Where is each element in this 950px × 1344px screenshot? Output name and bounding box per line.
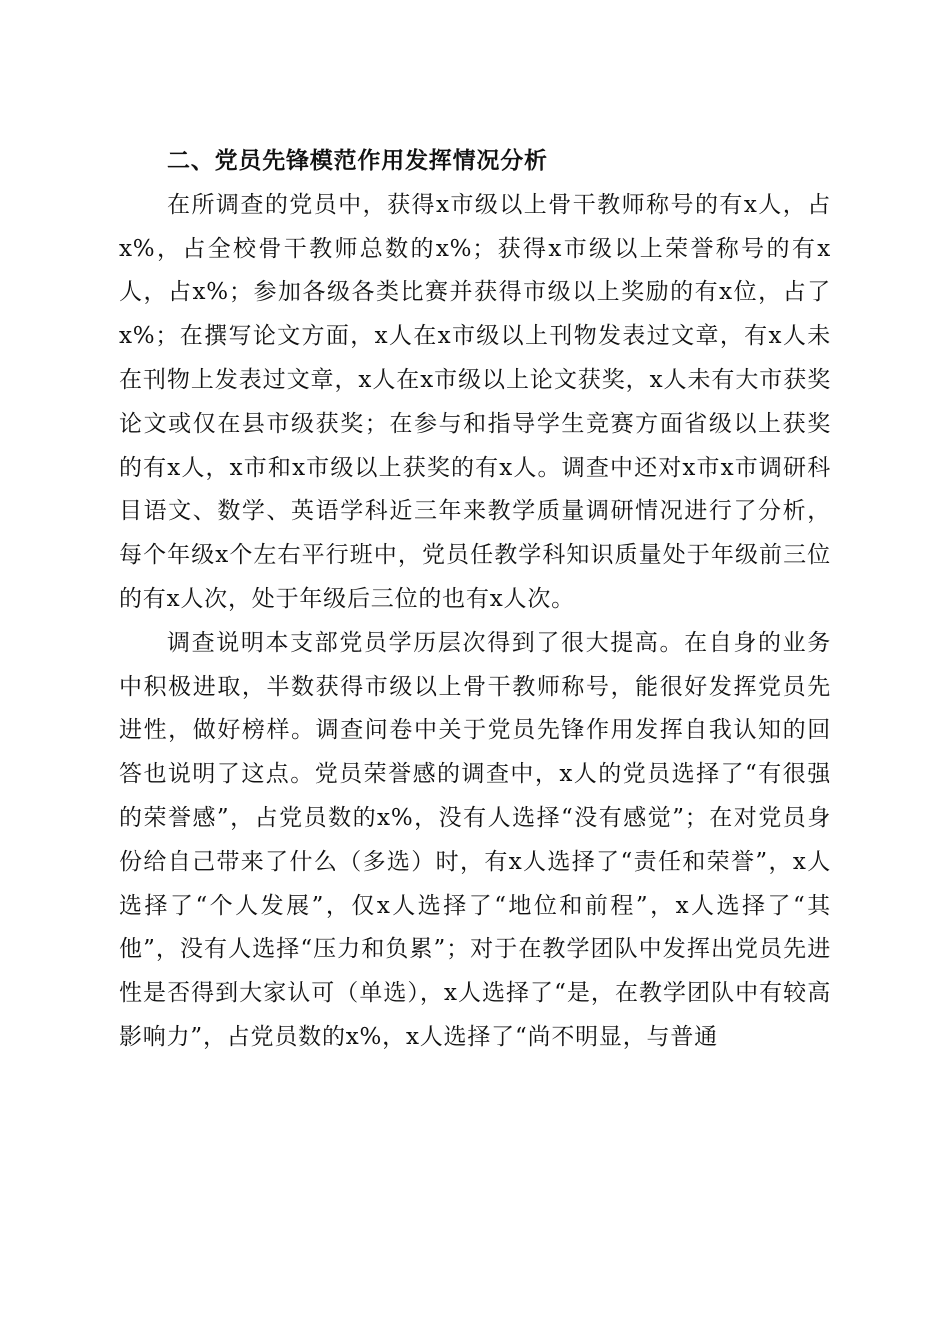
document-body: [119, 140, 831, 1060]
paragraph-survey-results: 在所调查的党员中，获得x市级以上骨干教师称号的有x人，占x%，占全校骨干教师总数的x%；获得x市级以上荣誉称号的有x人，占x%；参加各级各类比赛并获得市级以上奖励的有x位，占了x%；在撰写论文方面，x人在x市级以上刊物发表过文章，有x人未在刊物上发表过文章，x人在x市级以上论文获奖，x人未有大市获奖论文或仅在县市级获奖；在参与和指导学生竞赛方面省级以上获奖的有x人，x市和x市级以上获奖的有x人。调查中还对x市x市调研科目语文、数学、英语学科近三年来教学质量调研情况进行了分析，每个年级x个左右平行班中，党员任教学科知识质量处于年级前三位的有x人次，处于年级后三位的也有x人次。: [119, 191, 831, 612]
section-heading: 二、党员先锋模范作用发挥情况分析: [167, 148, 548, 174]
paragraph-survey-analysis: 调查说明本支部党员学历层次得到了很大提高。在自身的业务中积极进取，半数获得市级以上骨干教师称号，能很好发挥党员先进性，做好榜样。调查问卷中关于党员先锋作用发挥自我认知的回答也说明了这点。党员荣誉感的调查中，x人的党员选择了“有很强的荣誉感”，占党员数的x%，没有人选择“没有感觉”；在对党员身份给自己带来了什么（多选）时，有x人选择了“责任和荣誉”，x人选择了“个人发展”，仅x人选择了“地位和前程”，x人选择了“其他”，没有人选择“压力和负累”；对于在教学团队中发挥出党员先进性是否得到大家认可（单选），x人选择了“是，在教学团队中有较高影响力”，占党员数的x%，x人选择了“尚不明显，与普通: [119, 629, 831, 1050]
